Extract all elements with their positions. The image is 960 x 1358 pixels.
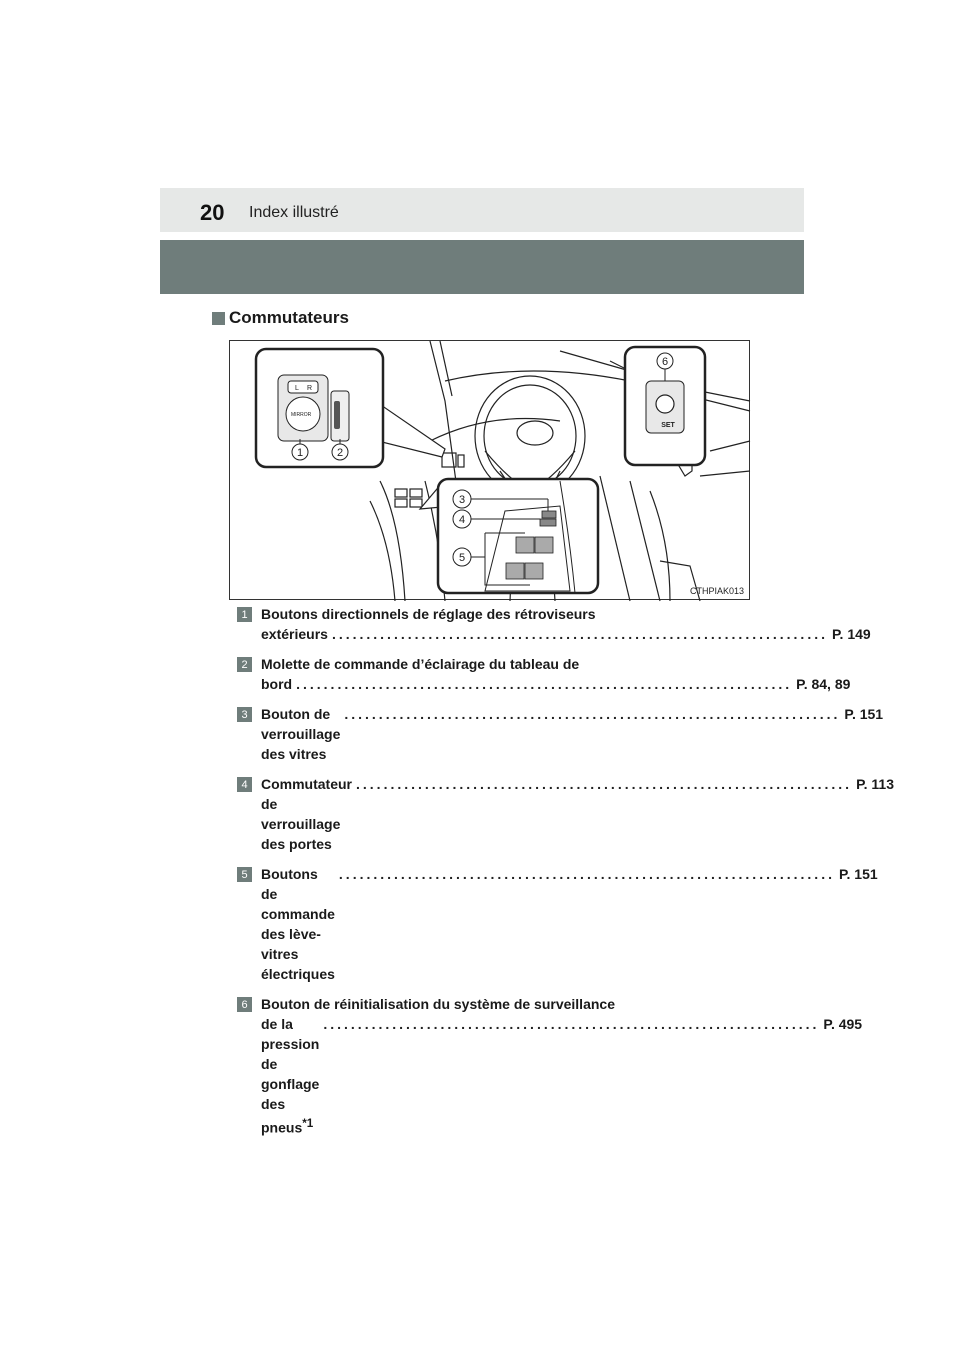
- header-band: [160, 240, 804, 294]
- item-line2: extérieurs: [261, 626, 328, 642]
- subsection-title: Commutateurs: [229, 308, 349, 327]
- item-line1: Bouton de réinitialisation du système de surveillance: [261, 996, 615, 1012]
- dashboard-drawing: [230, 341, 751, 601]
- item-line2: Bouton de verrouillage des vitres: [261, 706, 341, 762]
- mirror-right-label: R: [307, 385, 313, 392]
- dashboard-illustration: [229, 340, 750, 600]
- item-number-badge: 1: [237, 607, 252, 622]
- square-bullet-icon: [212, 312, 225, 325]
- item-number-badge: 2: [237, 657, 252, 672]
- mirror-center-label: MIRROR: [291, 412, 312, 418]
- callout-mirror-panel: [256, 349, 445, 467]
- item-number-badge: 3: [237, 707, 252, 722]
- item-list: [237, 604, 894, 1148]
- page-reference-link[interactable]: P. 149: [832, 626, 871, 642]
- callout-4: 4: [458, 514, 466, 526]
- list-item: 4 Commutateur de verrouillage des portes ........................................................................ P. 113: [237, 774, 727, 854]
- item-line2: Commutateur de verrouillage des portes: [261, 776, 353, 852]
- subsection-heading: [212, 308, 349, 328]
- page-reference-link[interactable]: P. 113: [856, 776, 894, 792]
- page-reference-link[interactable]: P. 151: [844, 706, 884, 722]
- list-item: 5 Boutons de commande des lève-vitres électriques ........................................................................ P. 151: [237, 864, 727, 984]
- item-line1: Boutons directionnels de réglage des rétroviseurs: [261, 606, 596, 622]
- list-item: 1 Boutons directionnels de réglage des rétroviseurs extérieurs ........................................................................ P. 149: [237, 604, 727, 644]
- callout-5: 5: [458, 552, 466, 564]
- mirror-left-label: L: [295, 385, 299, 392]
- item-number-badge: 4: [237, 777, 252, 792]
- list-item: 2 Molette de commande d’éclairage du tableau de bord ........................................................................ P. 84, 89: [237, 654, 727, 694]
- item-number-badge: 5: [237, 867, 252, 882]
- callout-window-panel: [420, 479, 598, 593]
- footnote-marker: *1: [302, 1117, 314, 1130]
- item-line2: Boutons de commande des lève-vitres électriques: [261, 866, 335, 982]
- figure-code: CTHPIAK013: [689, 586, 744, 596]
- page-number: 20: [200, 200, 225, 225]
- page-reference-link[interactable]: P. 84, 89: [796, 676, 851, 692]
- item-line2: de la pression de gonflage des pneus$^{*1}$: [261, 1016, 320, 1136]
- page-reference-link[interactable]: P. 495: [823, 1016, 863, 1032]
- callout-3: 3: [458, 494, 466, 506]
- callout-2: 2: [336, 447, 344, 459]
- callout-tpms-panel: [625, 347, 705, 476]
- list-item: 6 Bouton de réinitialisation du système de surveillance de la pression de gonflage des pneus$^{*1}$ ........................................................................ P. 495: [237, 994, 727, 1138]
- tpms-set-label: SET: [661, 422, 675, 429]
- list-item: 3 Bouton de verrouillage des vitres ........................................................................ P. 151: [237, 704, 727, 764]
- item-line1: Molette de commande d’éclairage du tableau de: [261, 656, 580, 672]
- page-reference-link[interactable]: P. 151: [838, 866, 878, 882]
- section-title: Index illustré: [249, 204, 339, 221]
- callout-1: 1: [296, 447, 304, 459]
- item-line2: bord: [261, 676, 293, 692]
- item-number-badge: 6: [237, 997, 252, 1012]
- callout-6: 6: [661, 356, 669, 368]
